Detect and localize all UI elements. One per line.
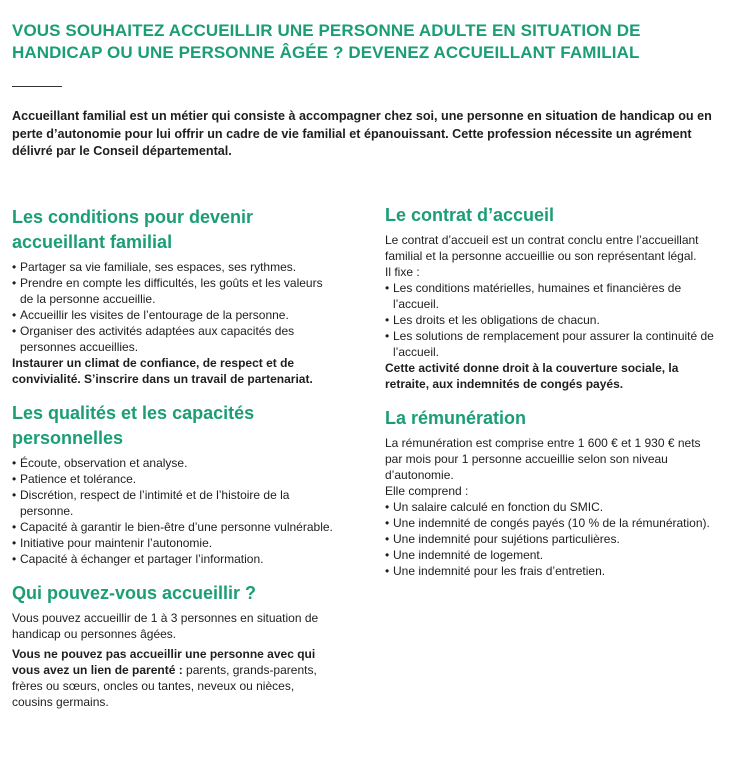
list-item: • Une indemnité de congés payés (10 % de la rémunération). xyxy=(385,515,715,531)
contrat-fixe: Il fixe : xyxy=(385,265,420,279)
section-heading-qualites: Les qualités et les capacités personnelles xyxy=(12,403,255,448)
contrat-text: Le contrat d’accueil est un contrat conclu entre l’accueillant familial et la personne accueillie ou son représentant légal. xyxy=(385,233,699,263)
list-item: • Capacité à garantir le bien-être d’une personne vulnérable. xyxy=(12,519,337,535)
intro-paragraph: Accueillant familial est un métier qui consiste à accompagner chez soi, une personne en situation de handicap ou en perte d’autonomie pour lui offrir un cadre de vie familial et épanouissant. Cette profession nécessite un agrément délivré par le Conseil départemental. xyxy=(12,109,712,158)
list-item: • Initiative pour maintenir l’autonomie. xyxy=(12,535,337,551)
section-qualites xyxy=(12,401,337,567)
list-item: • Une indemnité de logement. xyxy=(385,547,715,563)
right-column xyxy=(385,203,715,593)
remuneration-text: La rémunération est comprise entre 1 600 € et 1 930 € nets par mois pour 1 personne accueillie selon son niveau d’autonomie. xyxy=(385,436,701,482)
section-heading-contrat: Le contrat d’accueil xyxy=(385,205,555,225)
conditions-list xyxy=(12,259,337,355)
section-heading-qui: Qui pouvez-vous accueillir ? xyxy=(12,583,257,603)
qualites-list xyxy=(12,455,337,567)
list-item: • Une indemnité pour les frais d’entretien. xyxy=(385,563,715,579)
section-heading-conditions: Les conditions pour devenir accueillant familial xyxy=(12,207,254,252)
section-remuneration xyxy=(385,406,715,579)
remuneration-comprend: Elle comprend : xyxy=(385,484,469,498)
list-item: • Patience et tolérance. xyxy=(12,471,337,487)
list-item: • Capacité à échanger et partager l’information. xyxy=(12,551,337,567)
list-item: • Les solutions de remplacement pour assurer la continuité de l’accueil. xyxy=(385,328,715,360)
qui-text: Vous pouvez accueillir de 1 à 3 personnes en situation de handicap ou personnes âgées. xyxy=(12,611,319,641)
list-item: • Accueillir les visites de l’entourage de la personne. xyxy=(12,307,337,323)
page-title: VOUS SOUHAITEZ ACCUEILLIR UNE PERSONNE ADULTE EN SITUATION DE HANDICAP OU UNE PERSONNE ÂGÉE ? DEVENEZ ACCUEILLANT FAMILIAL xyxy=(12,21,641,62)
list-item: • Un salaire calculé en fonction du SMIC. xyxy=(385,499,715,515)
remuneration-list xyxy=(385,499,715,579)
section-contrat xyxy=(385,203,715,392)
list-item: • Les conditions matérielles, humaines et financières de l’accueil. xyxy=(385,280,715,312)
list-item: • Prendre en compte les difficultés, les goûts et les valeurs de la personne accueillie. xyxy=(12,275,337,307)
contrat-list xyxy=(385,280,715,360)
conditions-note: Instaurer un climat de confiance, de respect et de convivialité. S’inscrire dans un travail de partenariat. xyxy=(12,356,313,386)
qui-restriction xyxy=(12,646,337,710)
title-divider xyxy=(12,86,62,87)
qui-restriction-bold: Vous ne pouvez pas accueillir une personne avec qui vous avez un lien de parenté : xyxy=(12,647,316,677)
left-column xyxy=(12,205,337,724)
section-conditions xyxy=(12,205,337,387)
contrat-note: Cette activité donne droit à la couverture sociale, la retraite, aux indemnités de congés payés. xyxy=(385,361,679,391)
list-item: • Partager sa vie familiale, ses espaces, ses rythmes. xyxy=(12,259,337,275)
list-item: • Les droits et les obligations de chacun. xyxy=(385,312,715,328)
list-item: • Écoute, observation et analyse. xyxy=(12,455,337,471)
list-item: • Discrétion, respect de l’intimité et de l’histoire de la personne. xyxy=(12,487,337,519)
section-heading-remuneration: La rémunération xyxy=(385,408,527,428)
list-item: • Une indemnité pour sujétions particulières. xyxy=(385,531,715,547)
qui-restriction-rest: parents, grands-parents, frères ou sœurs, oncles ou tantes, neveux ou nièces, cousins germains. xyxy=(12,663,317,709)
section-qui xyxy=(12,581,337,710)
list-item: • Organiser des activités adaptées aux capacités des personnes accueillies. xyxy=(12,323,337,355)
